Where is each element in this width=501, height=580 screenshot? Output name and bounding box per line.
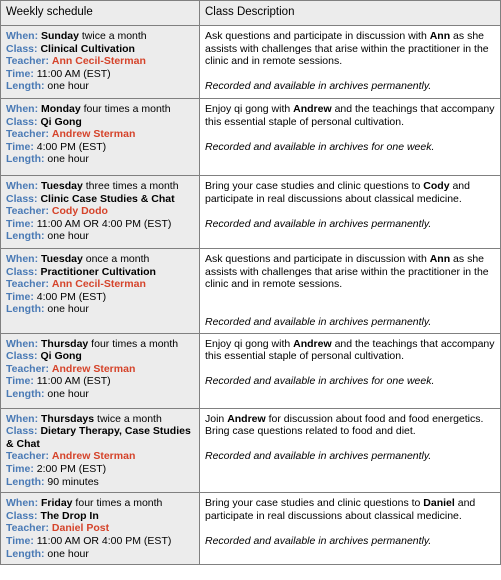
class-frequency: once a month (82, 253, 150, 265)
length-line (6, 80, 194, 93)
length-label: Length: (6, 230, 45, 243)
time-label: Time: (6, 67, 34, 80)
description-text-end: and participate in real discussions about classical medicine. (205, 180, 470, 205)
teacher-label: Teacher: (6, 128, 49, 141)
description-teacher-name: Andrew (293, 337, 332, 350)
class-description-cell (200, 26, 501, 99)
teacher-label: Teacher: (6, 205, 49, 218)
description-spacer (205, 291, 495, 304)
time-label: Time: (6, 375, 34, 388)
teacher-label: Teacher: (6, 278, 49, 291)
schedule-info-cell (1, 176, 200, 249)
class-label: Class: (6, 115, 38, 128)
class-line (6, 43, 194, 56)
length-label: Length: (6, 387, 45, 400)
schedule-row (1, 249, 501, 334)
class-line (6, 425, 194, 450)
when-line (6, 253, 194, 266)
description-teacher-name: Cody (423, 180, 450, 192)
length-label: Length: (6, 80, 45, 93)
archive-note: Recorded and available in archives permanently. (205, 450, 432, 463)
when-line (6, 180, 194, 193)
time-label: Time: (6, 462, 34, 475)
class-name: Clinical Cultivation (40, 42, 135, 55)
class-frequency: four times a month (80, 103, 171, 115)
class-line (6, 266, 194, 279)
class-label: Class: (6, 42, 38, 55)
class-length: one hour (44, 387, 89, 400)
teacher-name: Andrew Sterman (51, 128, 136, 141)
when-label: When: (6, 412, 39, 425)
class-day: Sunday (41, 30, 79, 42)
time-label: Time: (6, 217, 34, 230)
teacher-line (6, 55, 194, 68)
class-description-cell (200, 493, 501, 565)
class-frequency: four times a month (72, 497, 163, 510)
length-label: Length: (6, 547, 45, 560)
when-label: When: (6, 103, 39, 115)
teacher-name: Daniel Post (51, 522, 110, 535)
class-description (205, 338, 495, 363)
class-description (205, 253, 495, 291)
schedule-row (1, 493, 501, 565)
class-label: Class: (6, 425, 38, 438)
archive-note: Recorded and available in archives permanently. (205, 80, 432, 93)
description-text-start: Enjoy qi gong with (205, 337, 294, 350)
class-description-cell (200, 176, 501, 249)
schedule-row (1, 99, 501, 176)
description-text-start: Bring your case studies and clinic questions to (205, 497, 424, 510)
length-line (6, 548, 194, 561)
time-label: Time: (6, 140, 34, 153)
class-name: Dietary Therapy, Case Studies & Chat (6, 425, 191, 450)
time-label: Time: (6, 534, 34, 547)
schedule-info-cell (1, 493, 200, 565)
when-label: When: (6, 253, 39, 265)
schedule-info-cell (1, 249, 200, 334)
description-teacher-name: Ann (429, 253, 451, 265)
class-length: one hour (44, 303, 89, 316)
class-description (205, 103, 495, 128)
description-spacer (205, 68, 495, 81)
when-label: When: (6, 180, 39, 192)
class-name: The Drop In (40, 509, 99, 522)
archive-note: Recorded and available in archives permanently. (205, 217, 432, 230)
teacher-line (6, 205, 194, 218)
teacher-name: Cody Dodo (51, 205, 108, 218)
class-length: one hour (44, 153, 89, 166)
class-time: 11:00 AM OR 4:00 PM (EST) (33, 534, 172, 547)
teacher-name: Ann Cecil-Sterman (51, 55, 146, 68)
class-length: 90 minutes (44, 475, 99, 488)
length-line (6, 476, 194, 489)
description-text-end: as she assists with challenges that arise within the practitioner in the clinic and in remote sessions. (205, 30, 489, 68)
class-name: Qi Gong (40, 350, 82, 363)
schedule-row (1, 333, 501, 408)
teacher-label: Teacher: (6, 450, 49, 463)
description-spacer (205, 438, 495, 451)
teacher-line (6, 522, 194, 535)
class-label: Class: (6, 192, 38, 205)
class-day: Monday (41, 103, 81, 115)
description-text-start: Enjoy qi gong with (205, 103, 294, 115)
class-description-cell (200, 408, 501, 493)
length-line (6, 388, 194, 401)
class-time: 11:00 AM (EST) (33, 67, 111, 80)
class-time: 11:00 AM (EST) (33, 375, 111, 388)
schedule-info-cell (1, 408, 200, 493)
archive-note: Recorded and available in archives permanently. (205, 315, 432, 328)
class-length: one hour (44, 547, 89, 560)
class-day: Tuesday (41, 253, 83, 265)
schedule-info-cell (1, 99, 200, 176)
description-teacher-name: Ann (429, 30, 451, 42)
time-line (6, 141, 194, 154)
time-line (6, 291, 194, 304)
when-line (6, 30, 194, 43)
teacher-label: Teacher: (6, 362, 49, 375)
class-day: Thursday (41, 337, 89, 350)
time-line (6, 218, 194, 231)
description-spacer (205, 363, 495, 376)
time-line (6, 375, 194, 388)
description-teacher-name: Andrew (293, 103, 332, 115)
class-time: 11:00 AM OR 4:00 PM (EST) (33, 217, 172, 230)
schedule-row (1, 408, 501, 493)
description-text-start: Ask questions and participate in discussion with (205, 253, 430, 265)
when-label: When: (6, 337, 39, 350)
class-time: 4:00 PM (EST) (33, 290, 107, 303)
class-label: Class: (6, 509, 38, 522)
description-extra-spacer (205, 303, 495, 316)
archive-note: Recorded and available in archives permanently. (205, 534, 432, 547)
time-line (6, 463, 194, 476)
description-text-end: and the teachings that accompany this essential staple of personal cultivation. (205, 103, 495, 128)
teacher-line (6, 278, 194, 291)
schedule-info-cell (1, 333, 200, 408)
class-line (6, 116, 194, 129)
class-label: Class: (6, 350, 38, 363)
class-description (205, 180, 495, 205)
class-line (6, 510, 194, 523)
class-description (205, 413, 495, 438)
teacher-line (6, 450, 194, 463)
when-line (6, 413, 194, 426)
description-text-end: and participate in real discussions about classical medicine. (205, 497, 476, 522)
when-line (6, 497, 194, 510)
description-text-end: as she assists with challenges that arise within the practitioner in the clinic and in remote sessions. (205, 253, 489, 291)
class-day: Thursdays (41, 412, 95, 425)
time-line (6, 68, 194, 81)
class-name: Qi Gong (40, 115, 82, 128)
teacher-name: Ann Cecil-Sterman (51, 278, 146, 291)
schedule-row (1, 26, 501, 99)
class-time: 4:00 PM (EST) (33, 140, 107, 153)
teacher-name: Andrew Sterman (51, 450, 136, 463)
description-spacer (205, 128, 495, 141)
time-line (6, 535, 194, 548)
description-teacher-name: Andrew (227, 412, 266, 425)
description-text-end: and the teachings that accompany this essential staple of personal cultivation. (205, 337, 495, 363)
description-text-end: for discussion about food and food energetics. Bring case questions related to food and diet. (205, 412, 484, 438)
description-text-start: Bring your case studies and clinic questions to (205, 180, 424, 192)
archive-note: Recorded and available in archives for one week. (205, 375, 435, 388)
class-description-cell (200, 249, 501, 334)
class-time: 2:00 PM (EST) (33, 462, 107, 475)
class-frequency: three times a month (82, 180, 179, 192)
when-label: When: (6, 497, 39, 510)
class-line (6, 193, 194, 206)
when-label: When: (6, 30, 39, 42)
time-label: Time: (6, 290, 34, 303)
schedule-body (1, 26, 501, 565)
class-name: Clinic Case Studies & Chat (40, 192, 175, 205)
teacher-line (6, 363, 194, 376)
class-length: one hour (44, 80, 89, 93)
class-frequency: four times a month (88, 337, 179, 350)
header-weekly-schedule: Weekly schedule (1, 1, 200, 26)
class-length: one hour (44, 230, 89, 243)
teacher-label: Teacher: (6, 55, 49, 68)
teacher-label: Teacher: (6, 522, 49, 535)
class-label: Class: (6, 265, 38, 278)
when-line (6, 103, 194, 116)
header-row (1, 1, 501, 26)
length-line (6, 230, 194, 243)
class-description (205, 497, 495, 522)
class-frequency: twice a month (78, 30, 147, 42)
when-line (6, 338, 194, 351)
length-label: Length: (6, 303, 45, 316)
header-class-description: Class Description (200, 1, 501, 26)
class-description-cell (200, 333, 501, 408)
teacher-line (6, 128, 194, 141)
teacher-name: Andrew Sterman (51, 362, 136, 375)
class-description-cell (200, 99, 501, 176)
length-line (6, 153, 194, 166)
length-line (6, 303, 194, 316)
class-day: Tuesday (41, 180, 83, 192)
archive-note: Recorded and available in archives for one week. (205, 140, 435, 153)
class-line (6, 350, 194, 363)
description-spacer (205, 205, 495, 218)
schedule-info-cell (1, 26, 200, 99)
description-teacher-name: Daniel (423, 497, 455, 510)
description-text-start: Join (205, 412, 228, 425)
class-day: Friday (41, 497, 73, 510)
class-description (205, 30, 495, 68)
schedule-row (1, 176, 501, 249)
length-label: Length: (6, 475, 45, 488)
description-spacer (205, 522, 495, 535)
class-name: Practitioner Cultivation (40, 265, 156, 278)
description-text-start: Ask questions and participate in discussion with (205, 30, 430, 42)
class-frequency: twice a month (94, 412, 162, 425)
length-label: Length: (6, 153, 45, 166)
